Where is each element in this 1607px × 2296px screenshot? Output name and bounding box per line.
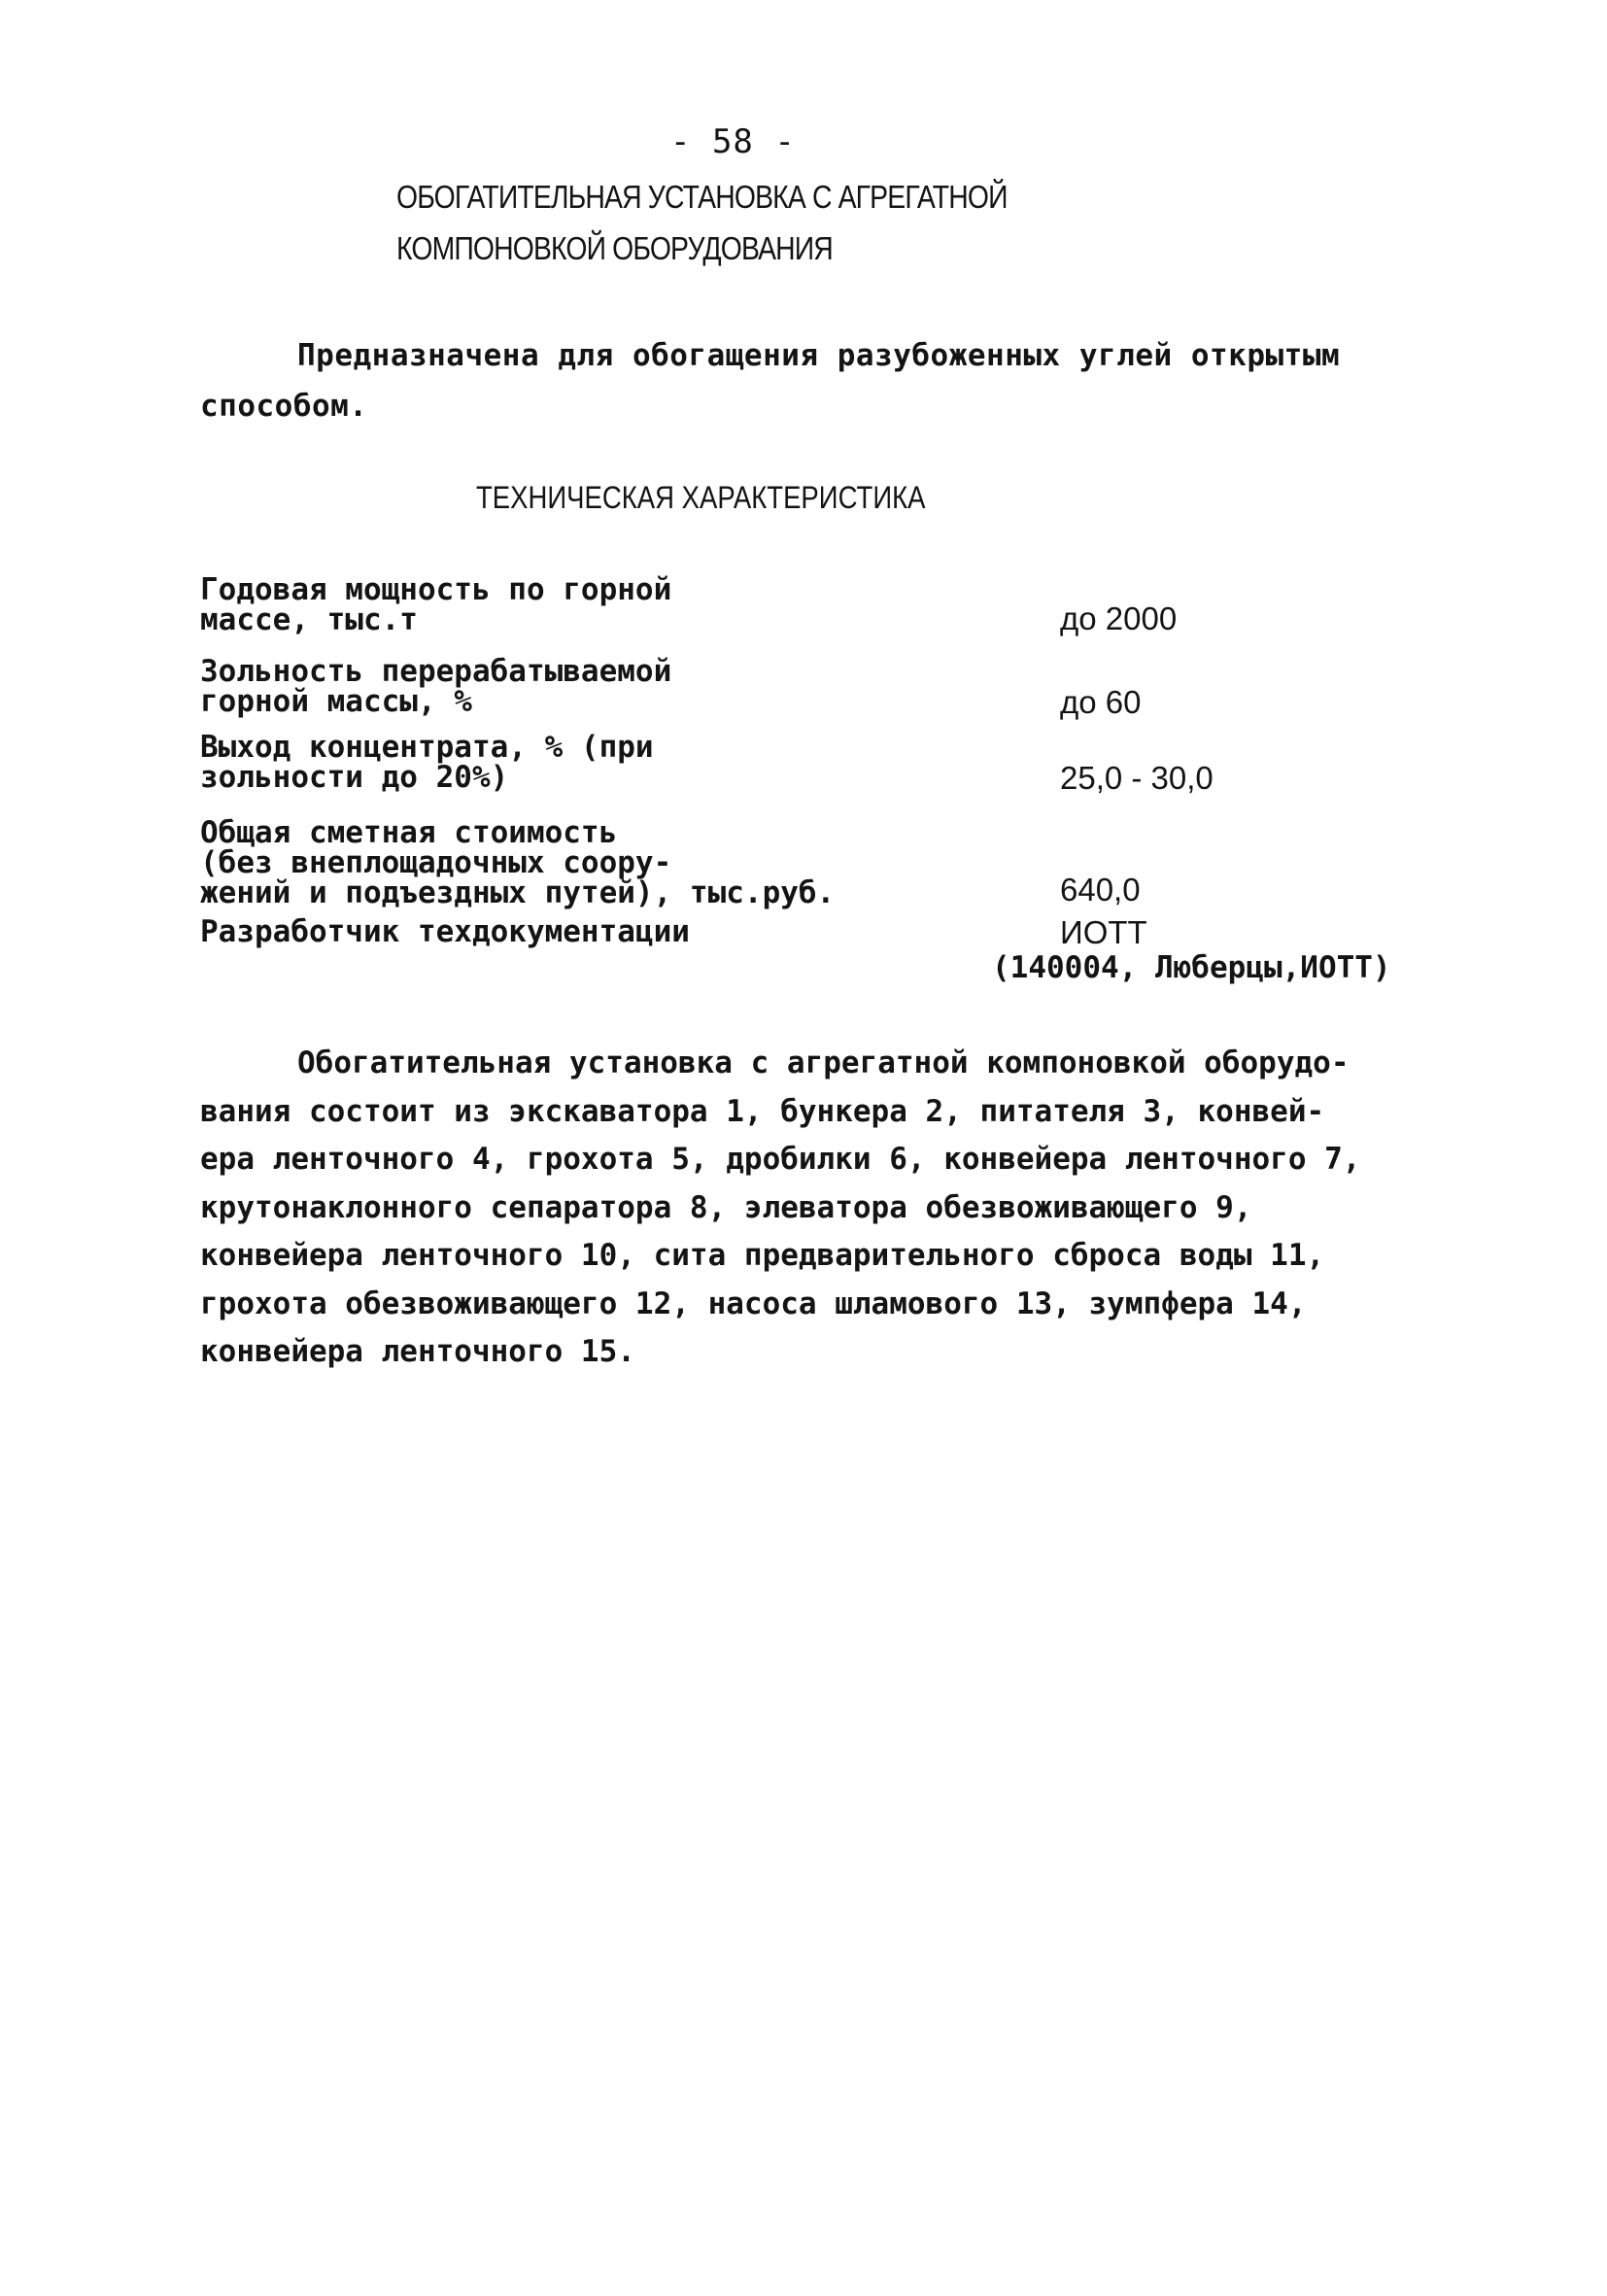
spec-row	[200, 914, 1463, 995]
intro-line-1: Предназначена для обогащения разубоженных углей открытым	[297, 338, 1341, 373]
body-line: конвейера ленточного 10, сита предварительного сброса воды 11,	[200, 1238, 1325, 1273]
document-title	[396, 171, 1008, 274]
body-line: крутонаклонного сепаратора 8, элеватора обезвоживающего 9,	[200, 1189, 1252, 1225]
body-line: вания состоит из экскаватора 1, бункера 2, питателя 3, конвей-	[200, 1093, 1325, 1129]
spec-value	[992, 914, 1391, 985]
spec-label: Зольность перерабатываемой горной массы, %	[200, 654, 672, 719]
spec-row	[200, 730, 1463, 818]
spec-value: 640,0	[1060, 872, 1141, 908]
body-line: ера ленточного 4, грохота 5, дробилки 6, конвейера ленточного 7,	[200, 1142, 1361, 1177]
spec-row	[200, 815, 1463, 917]
page-number: - 58 -	[670, 122, 796, 161]
intro-paragraph	[200, 330, 1424, 431]
specs-table	[200, 572, 1463, 995]
title-line-2: КОМПОНОВКОЙ ОБОРУДОВАНИЯ	[396, 230, 833, 266]
spec-label: Разработчик техдокументации	[200, 914, 690, 949]
spec-label: Общая сметная стоимость (без внеплощадочных соору- жений и подъездных путей), тыс.руб.	[200, 815, 836, 910]
spec-label: Годовая мощность по горной массе, тыс.т	[200, 572, 672, 637]
spec-value-line-1: ИОТТ	[1060, 914, 1147, 950]
spec-value: до 2000	[1060, 600, 1178, 636]
spec-value: 25,0 - 30,0	[1060, 760, 1214, 796]
spec-value: до 60	[1060, 684, 1142, 720]
spec-row	[200, 654, 1463, 733]
spec-label: Выход концентрата, % (при зольности до 20%)	[200, 730, 654, 795]
body-line: Обогатительная установка с агрегатной компоновкой оборудо-	[297, 1045, 1350, 1080]
description-paragraph	[200, 1040, 1463, 1377]
intro-line-2: способом.	[200, 389, 368, 424]
body-line: конвейера ленточного 15.	[200, 1334, 635, 1369]
body-line: грохота обезвоживающего 12, насоса шламового 13, зумпфера 14,	[200, 1285, 1307, 1321]
title-line-1: ОБОГАТИТЕЛЬНАЯ УСТАНОВКА С АГРЕГАТНОЙ	[396, 179, 1008, 215]
spec-value-line-2: (140004, Люберцы,ИОТТ)	[992, 950, 1391, 985]
section-heading: ТЕХНИЧЕСКАЯ ХАРАКТЕРИСТИКА	[476, 480, 926, 515]
spec-row	[200, 572, 1463, 657]
